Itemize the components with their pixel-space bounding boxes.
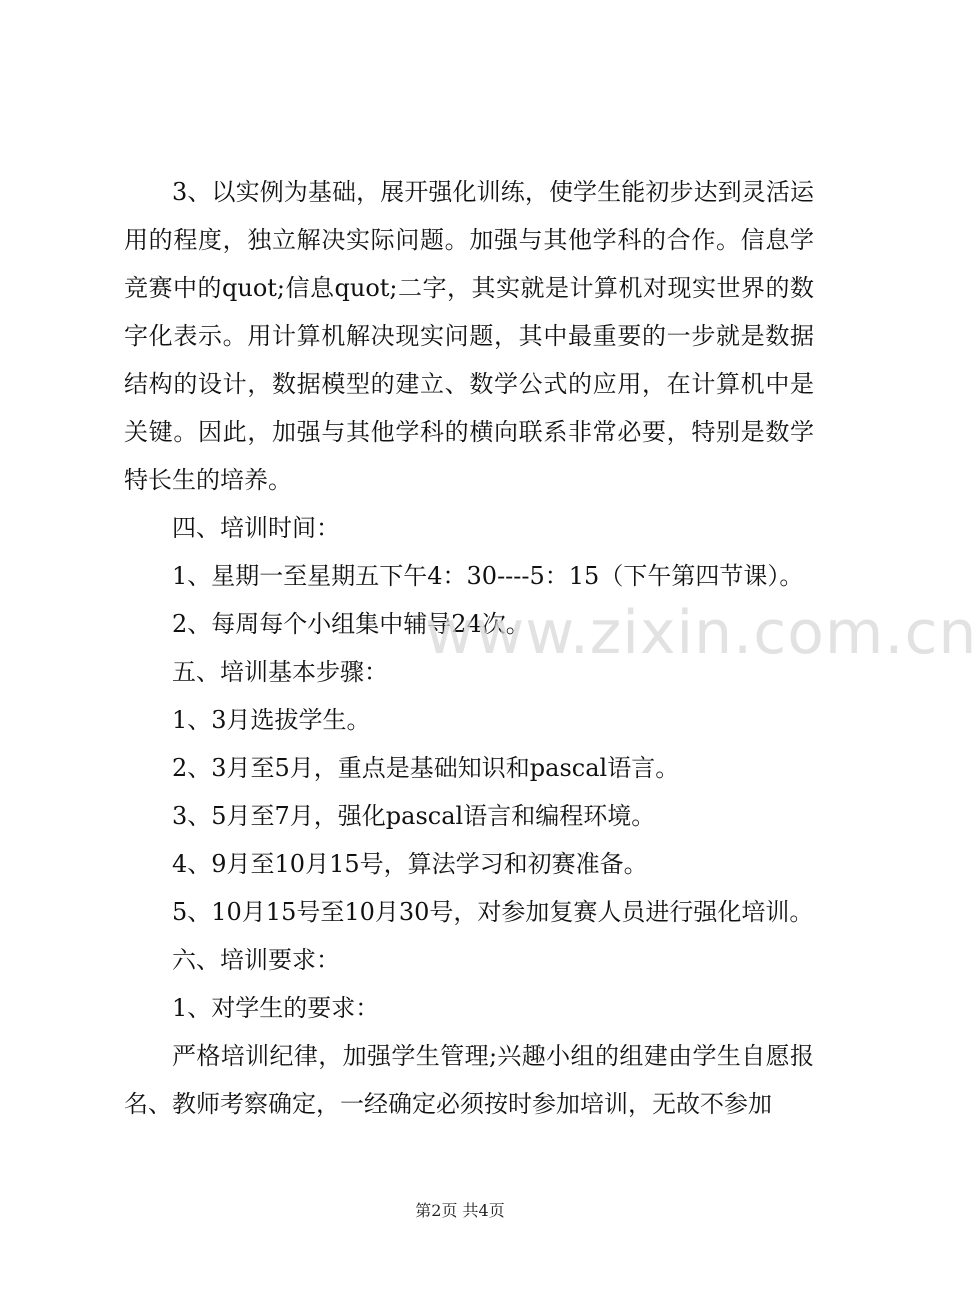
list-item: 1、对学生的要求： (172, 994, 380, 1022)
list-item: 1、星期一至星期五下午4：30----5：15（下午第四节课）。 (172, 562, 804, 590)
list-item: 4、9月至10月15号，算法学习和初赛准备。 (172, 850, 648, 878)
heading-training-steps: 五、培训基本步骤： (172, 658, 388, 686)
paragraph-objective-3: 3、以实例为基础，展开强化训练，使学生能初步达到灵活运用的程度，独立解决实际问题。加强与其他学科的合作。信息学竞赛中的quot;信息quot;二字，其实就是计算机对现实世界的数字化表示。用计算机解决现实问题，其中最重要的一步就是数据结构的设计，数据模型的建立、数学公式的应用，在计算机中是关键。因此，加强与其他学科的横向联系非常必要，特别是数学特长生的培养。 (124, 178, 814, 494)
page-footer: 第2页 共4页 (415, 1201, 505, 1220)
paragraph-student-rules: 严格培训纪律，加强学生管理;兴趣小组的组建由学生自愿报名、教师考察确定，一经确定必须按时参加培训，无故不参加 (124, 1042, 814, 1118)
body-text (124, 168, 814, 1128)
heading-training-requirements: 六、培训要求： (172, 946, 340, 974)
list-item: 2、每周每个小组集中辅导24次。 (172, 610, 530, 638)
list-item: 5、10月15号至10月30号，对参加复赛人员进行强化培训。 (172, 898, 814, 926)
heading-training-time: 四、培训时间： (172, 514, 340, 542)
list-item: 2、3月至5月，重点是基础知识和pascal语言。 (172, 754, 680, 782)
list-item: 1、3月选拔学生。 (172, 706, 371, 734)
watermark: www.zixin.com.cn (425, 598, 977, 668)
list-item: 3、5月至7月，强化pascal语言和编程环境。 (172, 802, 656, 830)
